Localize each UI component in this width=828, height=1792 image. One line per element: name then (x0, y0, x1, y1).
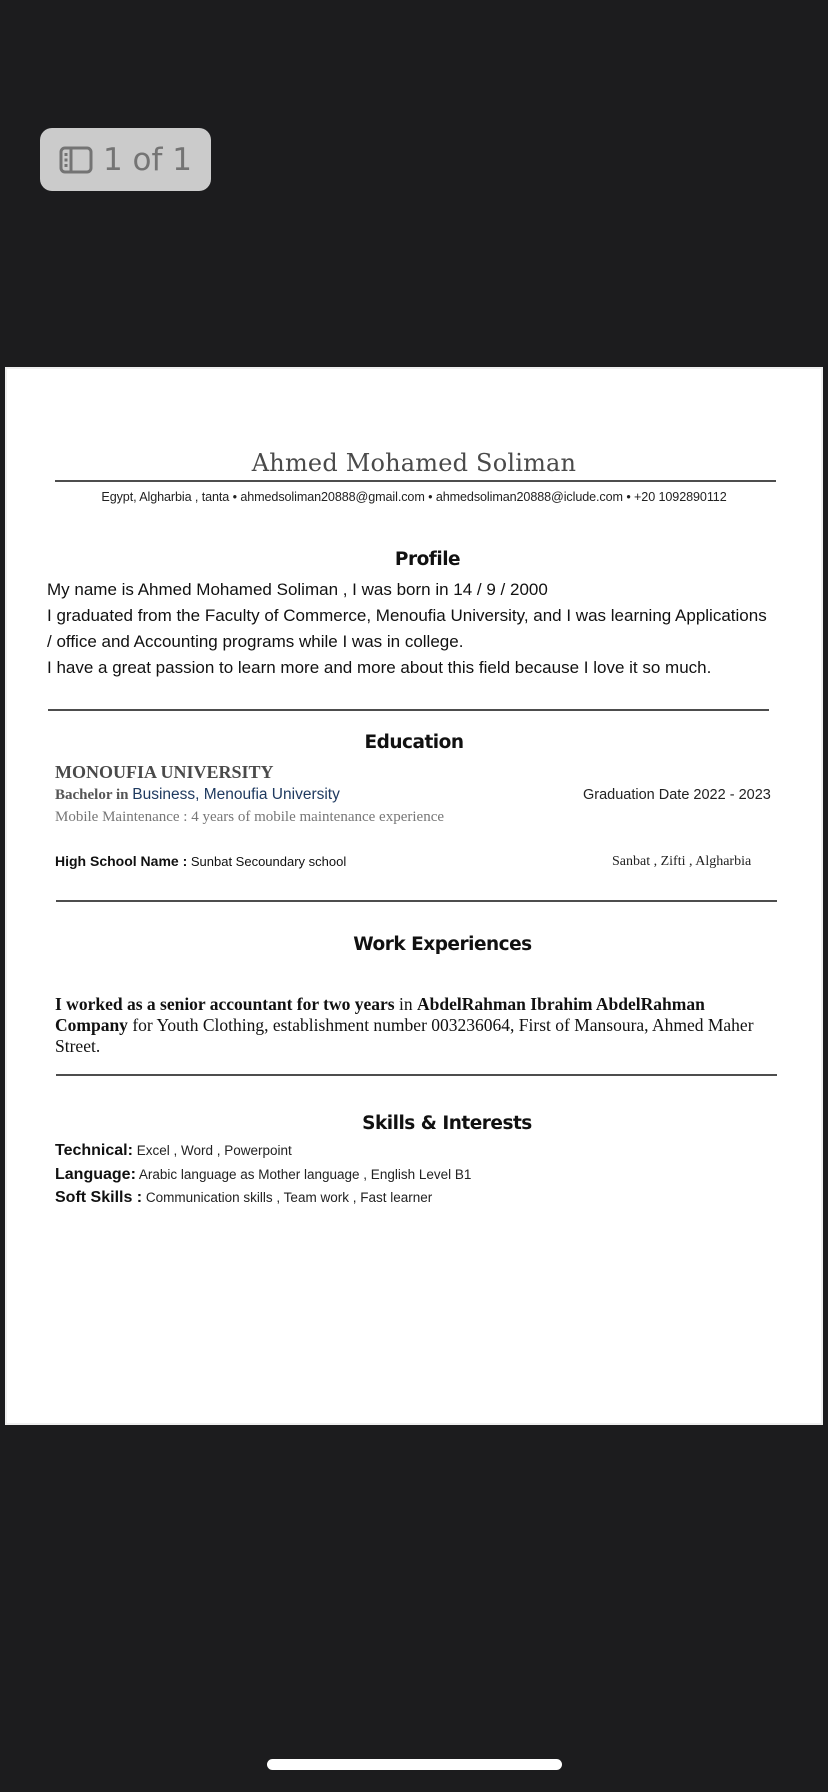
education-heading: Education (364, 732, 464, 753)
work-heading: Work Experiences (353, 934, 532, 955)
high-school-location: Sanbat , Zifti , Algharbia (612, 854, 752, 869)
skill-value: Arabic language as Mother language , English Level B1 (138, 1167, 472, 1182)
skill-value: Excel , Word , Powerpoint (136, 1143, 292, 1158)
work-role: I worked as a senior accountant for two years (55, 994, 395, 1014)
page-indicator-button[interactable] (40, 128, 211, 191)
header-divider (55, 480, 776, 482)
profile-divider (48, 709, 769, 711)
work-company: AbdelRahman Ibrahim AbdelRahman Company (55, 994, 705, 1035)
resume-name: Ahmed Mohamed Soliman (251, 449, 577, 477)
degree-prefix: Bachelor in (55, 787, 129, 803)
sidebar-icon (59, 146, 93, 174)
profile-line: I graduated from the Faculty of Commerce, Menoufia University, and I was learning Applications (47, 606, 767, 625)
document-page (5, 367, 823, 1425)
skill-label: Technical: (55, 1142, 133, 1159)
skill-language (55, 1166, 471, 1184)
home-indicator[interactable] (267, 1759, 562, 1770)
profile-line: I have a great passion to learn more and more about this field because I love it so much. (47, 658, 712, 677)
work-connector: in (394, 994, 417, 1014)
degree (55, 786, 340, 804)
work-description (55, 994, 765, 1057)
education-divider (56, 900, 777, 902)
work-details: for Youth Clothing, establishment number 003236064, First of Mansoura, Ahmed Maher Street. (55, 1015, 754, 1056)
profile-line: / office and Accounting programs while I was in college. (47, 632, 464, 651)
degree-field: Business, Menoufia University (132, 786, 340, 803)
skill-label: Language: (55, 1166, 136, 1183)
contact-info: Egypt, Algharbia , tanta • ahmedsoliman20888@gmail.com • ahmedsoliman20888@iclude.com • +20 1092890112 (101, 490, 727, 504)
skill-value: Communication skills , Team work , Fast learner (145, 1190, 433, 1205)
high-school (55, 853, 346, 869)
work-divider (56, 1074, 777, 1076)
page-indicator-label: 1 of 1 (102, 141, 193, 178)
graduation-date: Graduation Date 2022 - 2023 (583, 787, 771, 803)
mobile-maintenance: Mobile Maintenance : 4 years of mobile maintenance experience (55, 809, 445, 825)
high-school-value: Sunbat Secoundary school (190, 854, 347, 869)
skill-label: Soft Skills : (55, 1189, 143, 1206)
profile-heading: Profile (394, 549, 461, 570)
skill-technical (55, 1142, 292, 1160)
profile-line: My name is Ahmed Mohamed Soliman , I was born in 14 / 9 / 2000 (47, 580, 548, 599)
high-school-label: High School Name : (55, 853, 188, 869)
skills-heading: Skills & Interests (362, 1113, 532, 1134)
skill-soft (55, 1189, 432, 1207)
university-name: MONOUFIA UNIVERSITY (55, 762, 274, 782)
